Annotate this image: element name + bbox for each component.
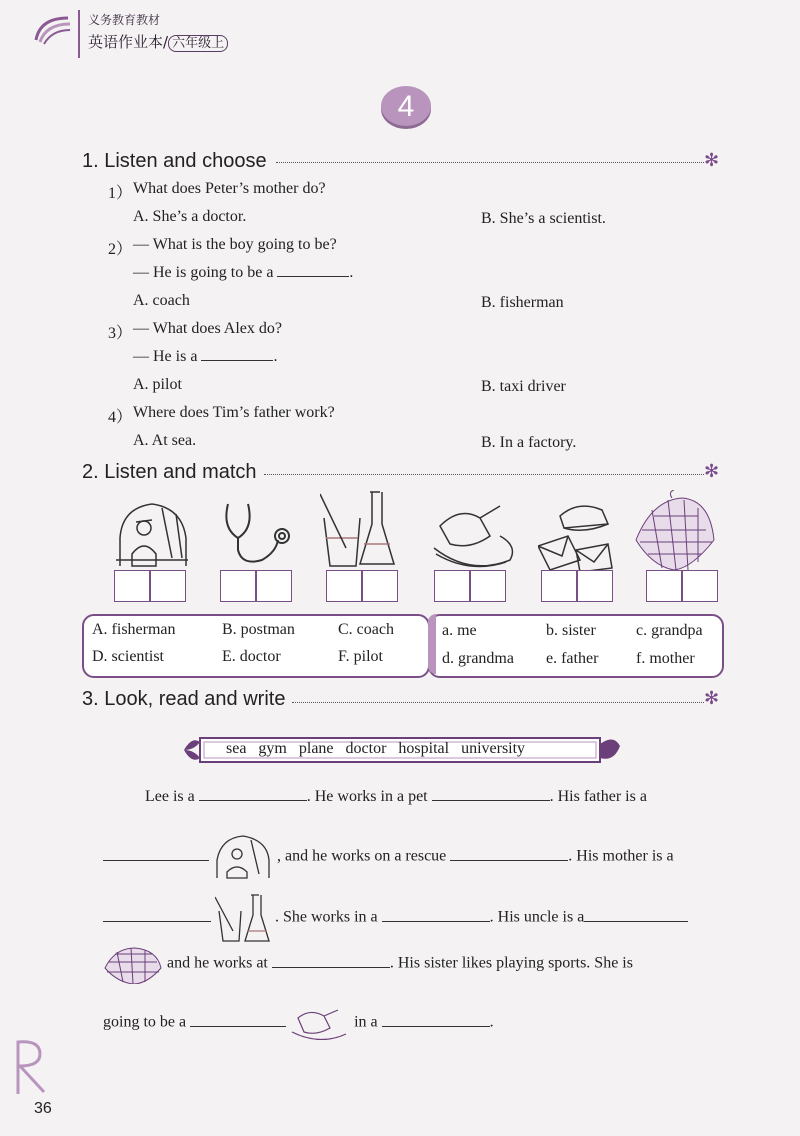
- blank-2[interactable]: [432, 800, 550, 801]
- blank-3[interactable]: [103, 860, 209, 861]
- section3-dotted-rule: [292, 702, 704, 703]
- person-option: f. mother: [636, 650, 695, 667]
- text-segment: . She works in a: [275, 908, 378, 926]
- whistle-mini-image: [290, 1006, 350, 1040]
- corner-decoration: [10, 1036, 50, 1101]
- job-option: D. scientist: [92, 648, 164, 665]
- blank-10[interactable]: [382, 1026, 490, 1027]
- job-option: B. postman: [222, 621, 295, 638]
- person-option: b. sister: [546, 622, 596, 639]
- text-segment: . His sister likes playing sports. She is: [389, 954, 633, 972]
- grade-label: 六年级上: [168, 35, 228, 52]
- text-segment: . He works in a pet: [306, 788, 428, 805]
- person-option: c. grandpa: [636, 622, 703, 639]
- page-number: 36: [34, 1100, 52, 1117]
- q1-option-a: A. She’s a doctor.: [133, 208, 247, 225]
- pilot-mini-image: [213, 834, 273, 880]
- answer-box-pair-5[interactable]: [541, 570, 613, 602]
- word-bank: sea gym plane doctor hospital university: [226, 740, 526, 757]
- brand-line-1: 义务教育教材: [88, 13, 161, 27]
- unit-number-badge: 4: [381, 86, 431, 126]
- brand-line-2: 英语作业本/ 六年级上: [88, 31, 228, 52]
- q3-answer-line: — He is a .: [133, 348, 278, 365]
- job-option: C. coach: [338, 621, 394, 638]
- answer-box-pair-6[interactable]: [646, 570, 718, 602]
- q3-blank[interactable]: [201, 360, 273, 361]
- write-line-1: [145, 788, 647, 806]
- write-line-4: [103, 944, 633, 984]
- person-option: d. grandma: [442, 650, 514, 667]
- q4-option-a: A. At sea.: [133, 432, 197, 449]
- blank-8[interactable]: [272, 967, 390, 968]
- lab-flask-image: [320, 488, 400, 568]
- stethoscope-image: [218, 498, 298, 568]
- q3-extra: — He is a: [133, 348, 198, 365]
- q3-text: — What does Alex do?: [133, 320, 283, 337]
- text-segment: Lee is a: [145, 788, 195, 805]
- q2-option-a: A. coach: [133, 292, 190, 309]
- flask-mini-image: [215, 893, 275, 943]
- q2-text: — What is the boy going to be?: [133, 236, 337, 253]
- q4-text: Where does Tim’s father work?: [133, 404, 335, 421]
- word-bank-banner: [182, 732, 622, 768]
- blank-7[interactable]: [584, 921, 688, 922]
- answer-box-pair-4[interactable]: [434, 570, 506, 602]
- q1-option-b: B. She’s a scientist.: [481, 210, 606, 227]
- book-title: 英语作业本: [88, 33, 164, 51]
- text-segment: , and he works on a rescue: [277, 847, 447, 865]
- people-box-accent: [428, 614, 436, 674]
- header-divider: [78, 10, 80, 58]
- q2-extra: — He is going to be a: [133, 264, 274, 281]
- answer-box-pair-1[interactable]: [114, 570, 186, 602]
- section2-dotted-rule: [264, 474, 704, 475]
- blank-4[interactable]: [450, 860, 568, 861]
- job-option: F. pilot: [338, 648, 383, 665]
- q4-option-b: B. In a factory.: [481, 434, 577, 451]
- write-line-3: [103, 893, 688, 943]
- person-option: e. father: [546, 650, 599, 667]
- section1-dotted-rule: [276, 162, 704, 163]
- q2-answer-line: — He is going to be a .: [133, 264, 354, 281]
- q1-text: What does Peter’s mother do?: [133, 180, 326, 197]
- blank-9[interactable]: [190, 1026, 286, 1027]
- text-segment: . His mother is a: [568, 847, 674, 865]
- section2-title: 2. Listen and match: [82, 461, 257, 483]
- q2-blank[interactable]: [277, 276, 349, 277]
- write-line-5: [103, 1006, 494, 1040]
- flower-icon: ✻: [704, 461, 720, 482]
- q3-option-b: B. taxi driver: [481, 378, 566, 395]
- q3-option-a: A. pilot: [133, 376, 182, 393]
- job-option: E. doctor: [222, 648, 281, 665]
- text-segment: in a: [354, 1013, 378, 1031]
- text-segment: going to be a: [103, 1013, 187, 1031]
- whistle-image: [430, 496, 520, 576]
- publisher-logo: [30, 12, 74, 53]
- fishing-net-image: [632, 490, 716, 570]
- text-segment: and he works at: [167, 954, 268, 972]
- flower-icon: ✻: [704, 150, 720, 171]
- q3-number: 3）: [108, 325, 133, 342]
- text-segment: . His uncle is a: [489, 908, 585, 926]
- blank-6[interactable]: [382, 921, 490, 922]
- q1-number: 1）: [108, 185, 133, 202]
- q4-number: 4）: [108, 409, 133, 426]
- net-mini-image: [103, 944, 163, 984]
- answer-box-pair-2[interactable]: [220, 570, 292, 602]
- job-option: A. fisherman: [92, 621, 176, 638]
- write-line-2: [103, 834, 674, 880]
- section3-title: 3. Look, read and write: [82, 688, 286, 710]
- blank-5[interactable]: [103, 921, 211, 922]
- pilot-cockpit-image: [112, 498, 192, 568]
- section1-title: 1. Listen and choose: [82, 150, 267, 172]
- text-segment: .: [489, 1013, 494, 1031]
- q2-number: 2）: [108, 241, 133, 258]
- q2-option-b: B. fisherman: [481, 294, 564, 311]
- blank-1[interactable]: [199, 800, 307, 801]
- person-option: a. me: [442, 622, 477, 639]
- text-segment: . His father is a: [549, 788, 647, 805]
- answer-box-pair-3[interactable]: [326, 570, 398, 602]
- flower-icon: ✻: [704, 688, 720, 709]
- postman-hat-letters-image: [538, 500, 618, 576]
